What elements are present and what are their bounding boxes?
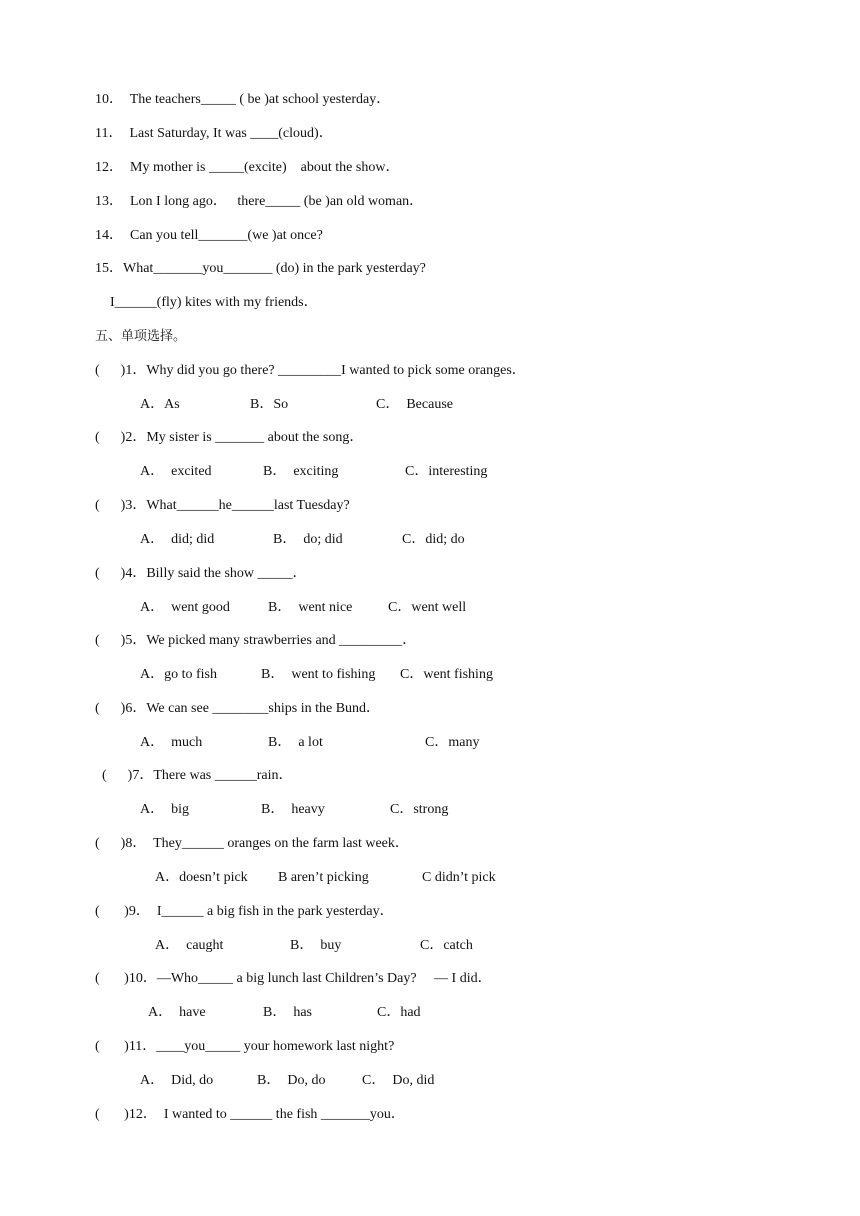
q10-option-a: A． have (148, 1005, 206, 1020)
q1-option-a: A．As (140, 397, 180, 412)
q8-option-c: C didn’t pick (422, 870, 496, 885)
question-9: ( )9． I______ a big fish in the park yesterday． (95, 904, 394, 919)
question-10: ( )10．—Who_____ a big lunch last Children’s Day? — I did． (95, 971, 492, 986)
fill-in-item-12: 12． My mother is _____(excite) about the show． (95, 160, 400, 175)
q3-option-a: A． did; did (140, 532, 215, 547)
q6-option-b: B． a lot (268, 735, 323, 750)
q5-option-c: C．went fishing (400, 667, 493, 682)
q7-option-b: B． heavy (261, 802, 325, 817)
question-2: ( )2．My sister is _______ about the song． (95, 430, 364, 445)
q4-option-c: C．went well (388, 600, 467, 615)
fill-in-item-11: 11． Last Saturday, It was ____(cloud)． (95, 126, 333, 141)
question-11: ( )11．____you_____ your homework last night? (95, 1039, 395, 1054)
q4-option-a: A． went good (140, 600, 230, 615)
question-8: ( )8． They______ oranges on the farm last week． (95, 836, 409, 851)
question-7: ( )7．There was ______rain． (102, 768, 293, 783)
q9-option-b: B． buy (290, 938, 342, 953)
q3-option-b: B． do; did (273, 532, 343, 547)
question-4: ( )4．Billy said the show _____． (95, 566, 307, 581)
q11-option-a: A． Did, do (140, 1073, 214, 1088)
q1-option-c: C． Because (376, 397, 453, 412)
question-12: ( )12． I wanted to ______ the fish _______you． (95, 1107, 405, 1122)
q9-option-a: A． caught (155, 938, 224, 953)
q2-option-a: A． excited (140, 464, 212, 479)
q6-option-c: C．many (425, 735, 480, 750)
q5-option-a: A．go to fish (140, 667, 217, 682)
fill-in-item-13: 13． Lon I long ago． there_____ (be )an old woman． (95, 194, 424, 209)
q5-option-b: B． went to fishing (261, 667, 376, 682)
q2-option-c: C．interesting (405, 464, 488, 479)
question-6: ( )6．We can see ________ships in the Bund． (95, 701, 381, 716)
section-heading: 五、单项选择。 (95, 329, 187, 344)
q8-option-b: B aren’t picking (278, 870, 369, 885)
q11-option-c: C． Do, did (362, 1073, 435, 1088)
q9-option-c: C．catch (420, 938, 473, 953)
q10-option-b: B． has (263, 1005, 312, 1020)
q4-option-b: B． went nice (268, 600, 353, 615)
q11-option-b: B． Do, do (257, 1073, 326, 1088)
question-1: ( )1．Why did you go there? _________I wanted to pick some oranges． (95, 363, 526, 378)
question-3: ( )3．What______he______last Tuesday? (95, 498, 350, 513)
q7-option-a: A． big (140, 802, 189, 817)
q3-option-c: C．did; do (402, 532, 465, 547)
q10-option-c: C．had (377, 1005, 421, 1020)
q7-option-c: C．strong (390, 802, 449, 817)
q8-option-a: A．doesn’t pick (155, 870, 248, 885)
fill-in-item-15: 15．What_______you_______ (do) in the park yesterday? (95, 261, 426, 276)
fill-in-item-15-answer: I______(fly) kites with my friends． (110, 295, 318, 310)
fill-in-item-10: 10． The teachers_____ ( be )at school yesterday． (95, 92, 391, 107)
q6-option-a: A． much (140, 735, 203, 750)
question-5: ( )5．We picked many strawberries and _________． (95, 633, 417, 648)
fill-in-item-14: 14． Can you tell_______(we )at once? (95, 228, 323, 243)
q2-option-b: B． exciting (263, 464, 339, 479)
q1-option-b: B．So (250, 397, 289, 412)
